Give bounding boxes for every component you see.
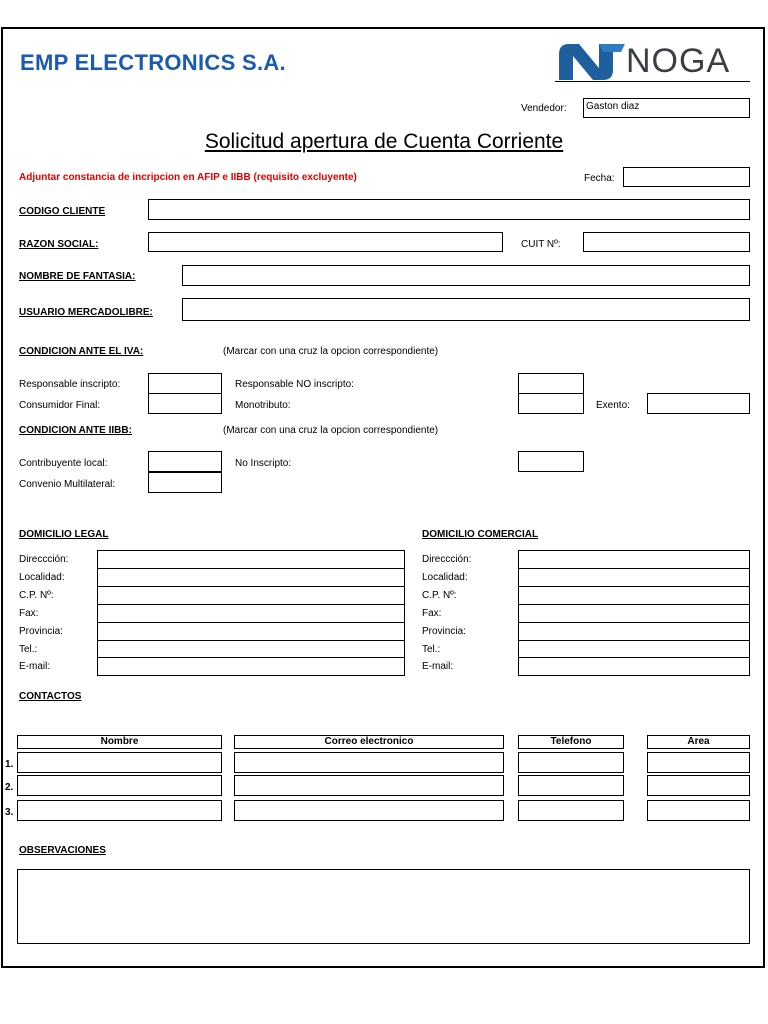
legal-row-label: Direccción: [19,554,69,565]
comercial-row-label: C.P. Nº: [422,590,457,601]
row-number: 3. [5,807,14,818]
legal-row-label: Fax: [19,608,39,619]
nombre-fantasia-field[interactable] [182,265,750,286]
legal-fax-field[interactable] [97,604,405,623]
row-number: 2. [5,782,14,793]
comercial-row-label: E-mail: [422,661,454,672]
comercial-row-label: Direccción: [422,554,472,565]
legal-provincia-field[interactable] [97,622,405,641]
comercial-row-label: Provincia: [422,626,466,637]
razon-social-label: RAZON SOCIAL: [19,239,99,250]
comercial-tel-field[interactable] [518,640,750,658]
monotributo-checkbox[interactable] [518,393,584,414]
legal-row-label: E-mail: [19,661,51,672]
fecha-field[interactable] [623,167,750,187]
col-header-area: Area [647,735,750,749]
contact-3-correo[interactable] [234,800,504,821]
contact-3-nombre[interactable] [17,800,222,821]
contribuyente-local-checkbox[interactable] [148,451,222,472]
legal-localidad-field[interactable] [97,568,405,587]
nombre-fantasia-label: NOMBRE DE FANTASIA: [19,271,136,282]
razon-social-field[interactable] [148,232,503,252]
noga-logo-icon [555,40,627,82]
convenio-label: Convenio Multilateral: [19,479,116,490]
consumidor-final-checkbox[interactable] [148,393,222,414]
cuit-label: CUIT Nº: [521,239,561,250]
fecha-label: Fecha: [584,173,615,184]
comercial-row-label: Tel.: [422,644,441,655]
legal-row-label: C.P. Nº: [19,590,54,601]
company-name: EMP ELECTRONICS S.A. [20,50,286,75]
comercial-localidad-field[interactable] [518,568,750,587]
col-header-telefono: Telefono [518,735,624,749]
contact-1-telefono[interactable] [518,752,624,773]
observaciones-heading: OBSERVACIONES [19,845,106,856]
comercial-provincia-field[interactable] [518,622,750,641]
exento-checkbox[interactable] [647,393,750,414]
contact-2-area[interactable] [647,775,750,796]
legal-email-field[interactable] [97,657,405,676]
contact-1-correo[interactable] [234,752,504,773]
usuario-ml-label: USUARIO MERCADOLIBRE: [19,307,153,318]
contact-2-correo[interactable] [234,775,504,796]
logo-wordmark: NOGA [626,42,731,80]
contact-3-telefono[interactable] [518,800,624,821]
contact-1-nombre[interactable] [17,752,222,773]
comercial-fax-field[interactable] [518,604,750,623]
contact-1-area[interactable] [647,752,750,773]
iva-heading: CONDICION ANTE EL IVA: [19,346,144,357]
comercial-cp-field[interactable] [518,586,750,605]
usuario-ml-field[interactable] [182,298,750,321]
contribuyente-local-label: Contribuyente local: [19,458,108,469]
legal-row-label: Tel.: [19,644,38,655]
monotributo-label: Monotributo: [235,400,291,411]
convenio-checkbox[interactable] [148,472,222,493]
header-rule [555,81,750,82]
resp-no-inscripto-label: Responsable NO inscripto: [235,379,354,390]
warning-note: Adjuntar constancia de incripcion en AFIP e IIBB (requisito excluyente) [19,172,357,183]
domicilio-legal-heading: DOMICILIO LEGAL [19,529,109,540]
resp-inscripto-checkbox[interactable] [148,373,222,394]
vendedor-field[interactable]: Gaston diaz [583,98,750,118]
domicilio-comercial-heading: DOMICILIO COMERCIAL [422,529,539,540]
legal-row-label: Localidad: [19,572,65,583]
legal-tel-field[interactable] [97,640,405,658]
resp-inscripto-label: Responsable inscripto: [19,379,121,390]
resp-no-inscripto-checkbox[interactable] [518,373,584,394]
comercial-row-label: Fax: [422,608,442,619]
comercial-direccion-field[interactable] [518,550,750,569]
page-title: Solicitud apertura de Cuenta Corriente [204,130,564,153]
cuit-field[interactable] [583,232,750,252]
contact-3-area[interactable] [647,800,750,821]
observaciones-field[interactable] [17,869,750,944]
contact-2-telefono[interactable] [518,775,624,796]
domicilio-comercial-grid [518,550,750,676]
no-inscripto-label: No Inscripto: [235,458,292,469]
legal-cp-field[interactable] [97,586,405,605]
codigo-cliente-label: CODIGO CLIENTE [19,206,106,217]
legal-row-label: Provincia: [19,626,63,637]
contactos-heading: CONTACTOS [19,691,82,702]
vendedor-label: Vendedor: [521,103,567,114]
row-number: 1. [5,759,14,770]
comercial-row-label: Localidad: [422,572,468,583]
iva-note: (Marcar con una cruz la opcion correspondiente) [223,346,439,357]
exento-label: Exento: [596,400,630,411]
col-header-correo: Correo electronico [234,735,504,749]
iibb-heading: CONDICION ANTE IIBB: [19,425,132,436]
comercial-email-field[interactable] [518,657,750,676]
iibb-note: (Marcar con una cruz la opcion correspondiente) [223,425,439,436]
domicilio-legal-grid [97,550,405,676]
legal-direccion-field[interactable] [97,550,405,569]
codigo-cliente-field[interactable] [148,199,750,220]
contact-2-nombre[interactable] [17,775,222,796]
col-header-nombre: Nombre [17,735,222,749]
consumidor-final-label: Consumidor Final: [19,400,101,411]
no-inscripto-checkbox[interactable] [518,451,584,472]
